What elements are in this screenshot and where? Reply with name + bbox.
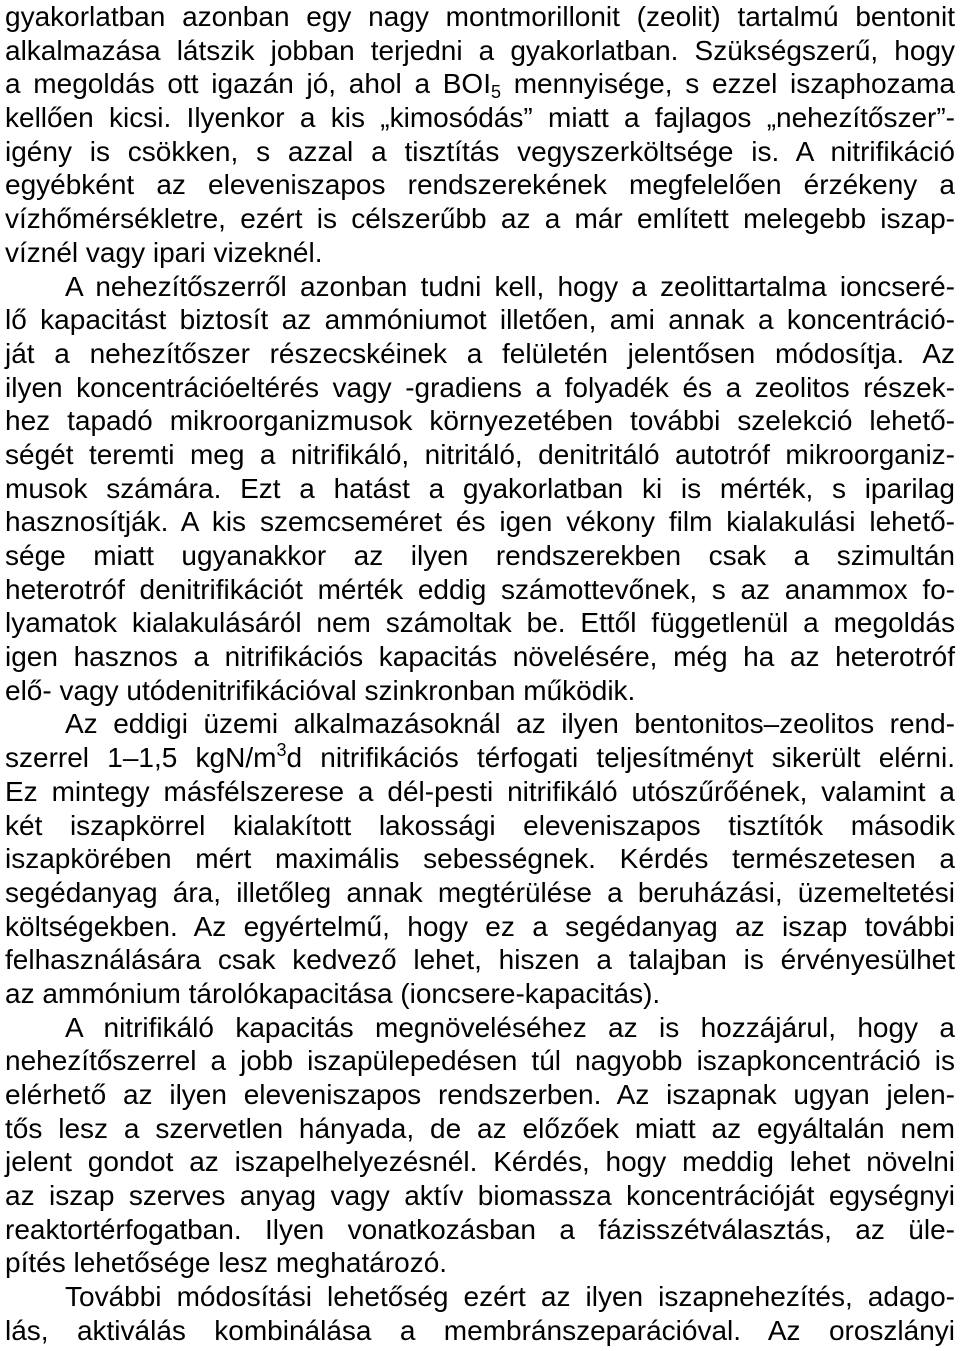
text-line: vízhőmérsékletre, ezért is célszerűbb az a már említett melegebb iszap-: [5, 203, 955, 235]
text-line: felhasználására csak kedvező lehet, hiszen a talajban is érvényesülhet: [5, 944, 955, 976]
paragraph: [5, 270, 955, 708]
text-line: jelent gondot az iszapelhelyezésnél. Kérdés, hogy meddig lehet növelni: [5, 1146, 955, 1178]
text-line: segédanyag ára, illetőleg annak megtérülése a beruházási, üzemeltetési: [5, 876, 955, 908]
text-line: További módosítási lehetőség ezért az ilyen iszapnehezítés, adago-: [65, 1281, 955, 1313]
text-line: lás, aktiválás kombinálása a membránszeparációval. Az oroszlányi: [5, 1314, 955, 1346]
text-line: elő- vagy utódenitrifikációval szinkronban működik.: [5, 674, 636, 706]
text-line: [5, 67, 955, 101]
text-run: a megoldás ott igazán jó, ahol a BOI: [5, 68, 491, 100]
text-line: reaktortérfogatban. Ilyen vonatkozásban a fázisszétválasztás, az üle-: [5, 1213, 955, 1245]
text-line: az iszap szerves anyag vagy aktív biomassza koncentrációját egységnyi: [5, 1180, 955, 1212]
text-line: igény is csökken, s azzal a tisztítás vegyszerköltsége is. A nitrifikáció: [5, 135, 955, 167]
text-line: [5, 741, 955, 775]
text-line: pítés lehetősége lesz meghatározó.: [5, 1247, 448, 1279]
text-line: Az eddigi üzemi alkalmazásoknál az ilyen bentonitos–zeolitos rend-: [65, 708, 955, 740]
text-line: sége miatt ugyanakkor az ilyen rendszerekben csak a szimultán: [5, 540, 955, 571]
text-line: igen hasznos a nitrifikációs kapacitás növelésére, még ha az heterotróf: [5, 641, 955, 673]
text-line: két iszapkörrel kialakított lakossági eleveniszapos tisztítók második: [5, 809, 955, 841]
text-line: költségekben. Az egyértelmű, hogy ez a segédanyag az iszap további: [5, 910, 955, 942]
text-line: alkalmazása látszik jobban terjedni a gyakorlatban. Szükségszerű, hogy: [5, 34, 955, 66]
text-line: hasznosítják. A kis szemcseméret és igen vékony film kialakulási lehető-: [5, 506, 955, 538]
text-line: az ammónium tárolókapacitása (ioncsere-kapacitás).: [5, 977, 661, 1009]
text-line: musok számára. Ezt a hatást a gyakorlatban ki is mérték, s iparilag: [5, 472, 955, 504]
paragraph: [5, 0, 955, 270]
text-run: d nitrifikációs térfogati teljesítményt sikerült elérni.: [286, 742, 955, 774]
text-line: ját a nehezítőszer részecskéinek a felületén jelentősen módosítja. Az: [5, 337, 955, 369]
text-line: lő kapacitást biztosít az ammóniumot illetően, ami annak a koncentráció-: [5, 304, 955, 336]
text-line: ilyen koncentrációeltérés vagy -gradiens a folyadék és a zeolitos részek-: [5, 371, 955, 403]
paragraph: [5, 707, 955, 1010]
paragraph: [5, 1280, 955, 1347]
text-line: heterotróf denitrifikációt mérték eddig számottevőnek, s az anammox fo-: [5, 573, 955, 605]
text-line: elérhető az ilyen eleveniszapos rendszerben. Az iszapnak ugyan jelen-: [5, 1079, 955, 1110]
text-line: hez tapadó mikroorganizmusok környezetében további szelekció lehető-: [5, 405, 955, 437]
text-line: A nitrifikáló kapacitás megnöveléséhez az is hozzájárul, hogy a: [65, 1011, 955, 1043]
text-line: A nehezítőszerről azonban tudni kell, hogy a zeolittartalma ioncseré-: [65, 270, 955, 302]
text-line: víznél vagy ipari vizeknél.: [5, 236, 323, 268]
text-line: tős lesz a szervetlen hányada, de az előzőek miatt az egyáltalán nem: [5, 1112, 955, 1144]
text-line: egyébként az eleveniszapos rendszerekének megfelelően érzékeny a: [5, 169, 955, 201]
text-line: kellően kicsi. Ilyenkor a kis „kimosódás” miatt a fajlagos „nehezítőszer”-: [5, 102, 955, 134]
text-run: mennyisége, s ezzel iszaphozama: [501, 68, 956, 100]
text-run: szerrel 1–1,5 kgN/m: [5, 742, 277, 774]
text-line: Ez mintegy másfélszerese a dél-pesti nitrifikáló utószűrőének, valamint a: [5, 775, 955, 807]
text-line: lyamatok kialakulásáról nem számoltak be. Ettől függetlenül a megoldás: [5, 607, 955, 639]
text-line: nehezítőszerrel a jobb iszapülepedésen túl nagyobb iszapkoncentráció is: [5, 1045, 955, 1077]
text-line: iszapkörében mért maximális sebességnek. Kérdés természetesen a: [5, 843, 955, 875]
subscript: 5: [491, 82, 502, 103]
text-line: ségét teremti meg a nitrifikáló, nitritáló, denitritáló autotróf mikroorganiz-: [5, 438, 955, 470]
text-line: gyakorlatban azonban egy nagy montmorillonit (zeolit) tartalmú bentonit: [5, 1, 955, 32]
paragraph: [5, 1011, 955, 1281]
superscript: 3: [276, 740, 287, 761]
